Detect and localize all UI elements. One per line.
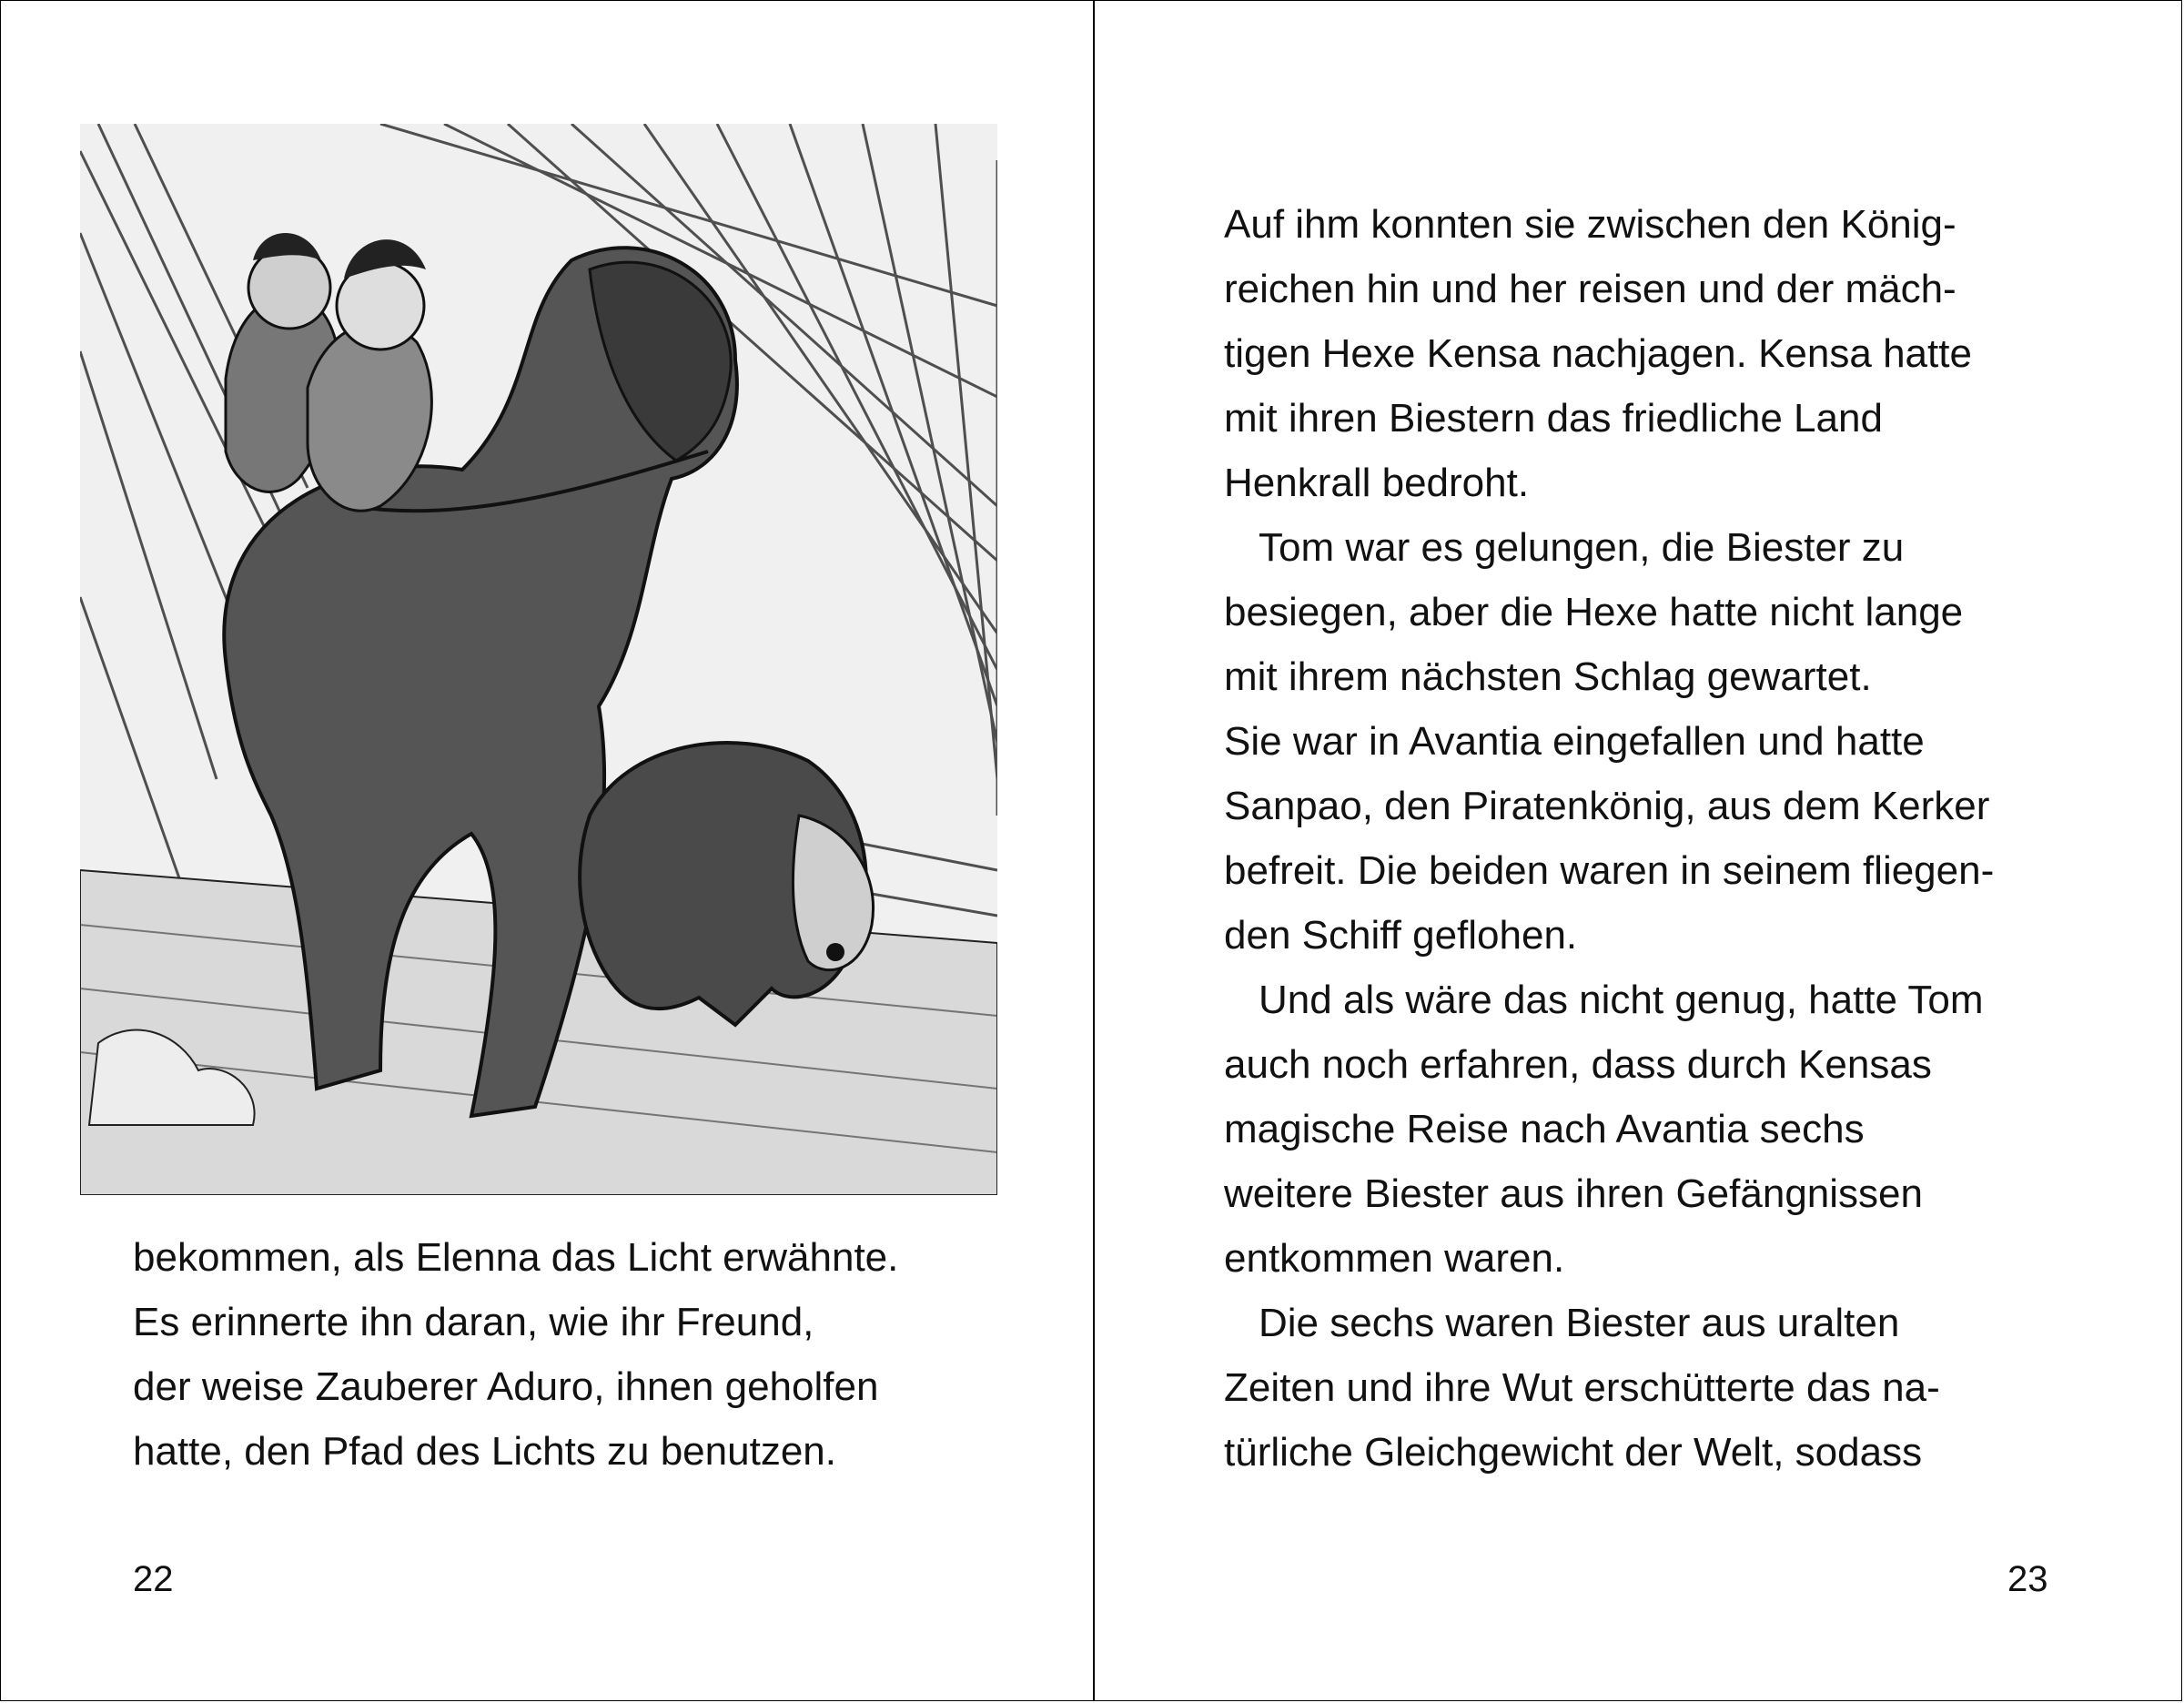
- text-line: entkommen waren.: [1224, 1236, 1565, 1281]
- page-number-left: 22: [133, 1559, 174, 1599]
- text-line: bekommen, als Elenna das Licht erwähnte.: [133, 1235, 899, 1280]
- illustration-riders-horse-wolf: [80, 124, 997, 1195]
- text-line: Sie war in Avantia eingefallen und hatte: [1224, 719, 1925, 764]
- text-line: den Schiff geflohen.: [1224, 913, 1578, 958]
- left-page: [1, 1, 1093, 1700]
- right-page: [1095, 1, 2183, 1700]
- text-line: Auf ihm konnten sie zwischen den König-: [1224, 202, 1956, 247]
- text-line: reichen hin und her reisen und der mäch-: [1224, 267, 1956, 311]
- text-line: magische Reise nach Avantia sechs: [1224, 1107, 1865, 1151]
- left-page-text: [133, 1225, 1006, 1484]
- text-line: der weise Zauberer Aduro, ihnen geholfen: [133, 1364, 879, 1409]
- text-line: befreit. Die beiden waren in seinem fliegen-: [1224, 848, 1995, 893]
- text-line: besiegen, aber die Hexe hatte nicht lange: [1224, 590, 1964, 634]
- text-line: Und als wäre das nicht genug, hatte Tom: [1259, 978, 1984, 1022]
- text-line: auch noch erfahren, dass durch Kensas: [1224, 1042, 1932, 1087]
- text-line: hatte, den Pfad des Lichts zu benutzen.: [133, 1429, 836, 1474]
- text-line: Zeiten und ihre Wut erschütterte das na-: [1224, 1365, 1940, 1410]
- text-line: Henkrall bedroht.: [1224, 461, 1530, 505]
- illustration-svg: [80, 124, 997, 1195]
- text-line: weitere Biester aus ihren Gefängnissen: [1224, 1171, 1923, 1216]
- right-page-text: [1224, 192, 2061, 1485]
- text-line: Tom war es gelungen, die Biester zu: [1259, 525, 1905, 570]
- text-line: mit ihrem nächsten Schlag gewartet.: [1224, 654, 1872, 699]
- page-number-right: 23: [2007, 1559, 2048, 1599]
- text-line: Es erinnerte ihn daran, wie ihr Freund,: [133, 1300, 814, 1344]
- text-line: tigen Hexe Kensa nachjagen. Kensa hatte: [1224, 331, 1972, 376]
- text-line: Die sechs waren Biester aus uralten: [1259, 1301, 1900, 1345]
- text-line: türliche Gleichgewicht der Welt, sodass: [1224, 1430, 1923, 1475]
- text-line: Sanpao, den Piratenkönig, aus dem Kerker: [1224, 784, 1990, 828]
- text-line: mit ihren Biestern das friedliche Land: [1224, 396, 1883, 441]
